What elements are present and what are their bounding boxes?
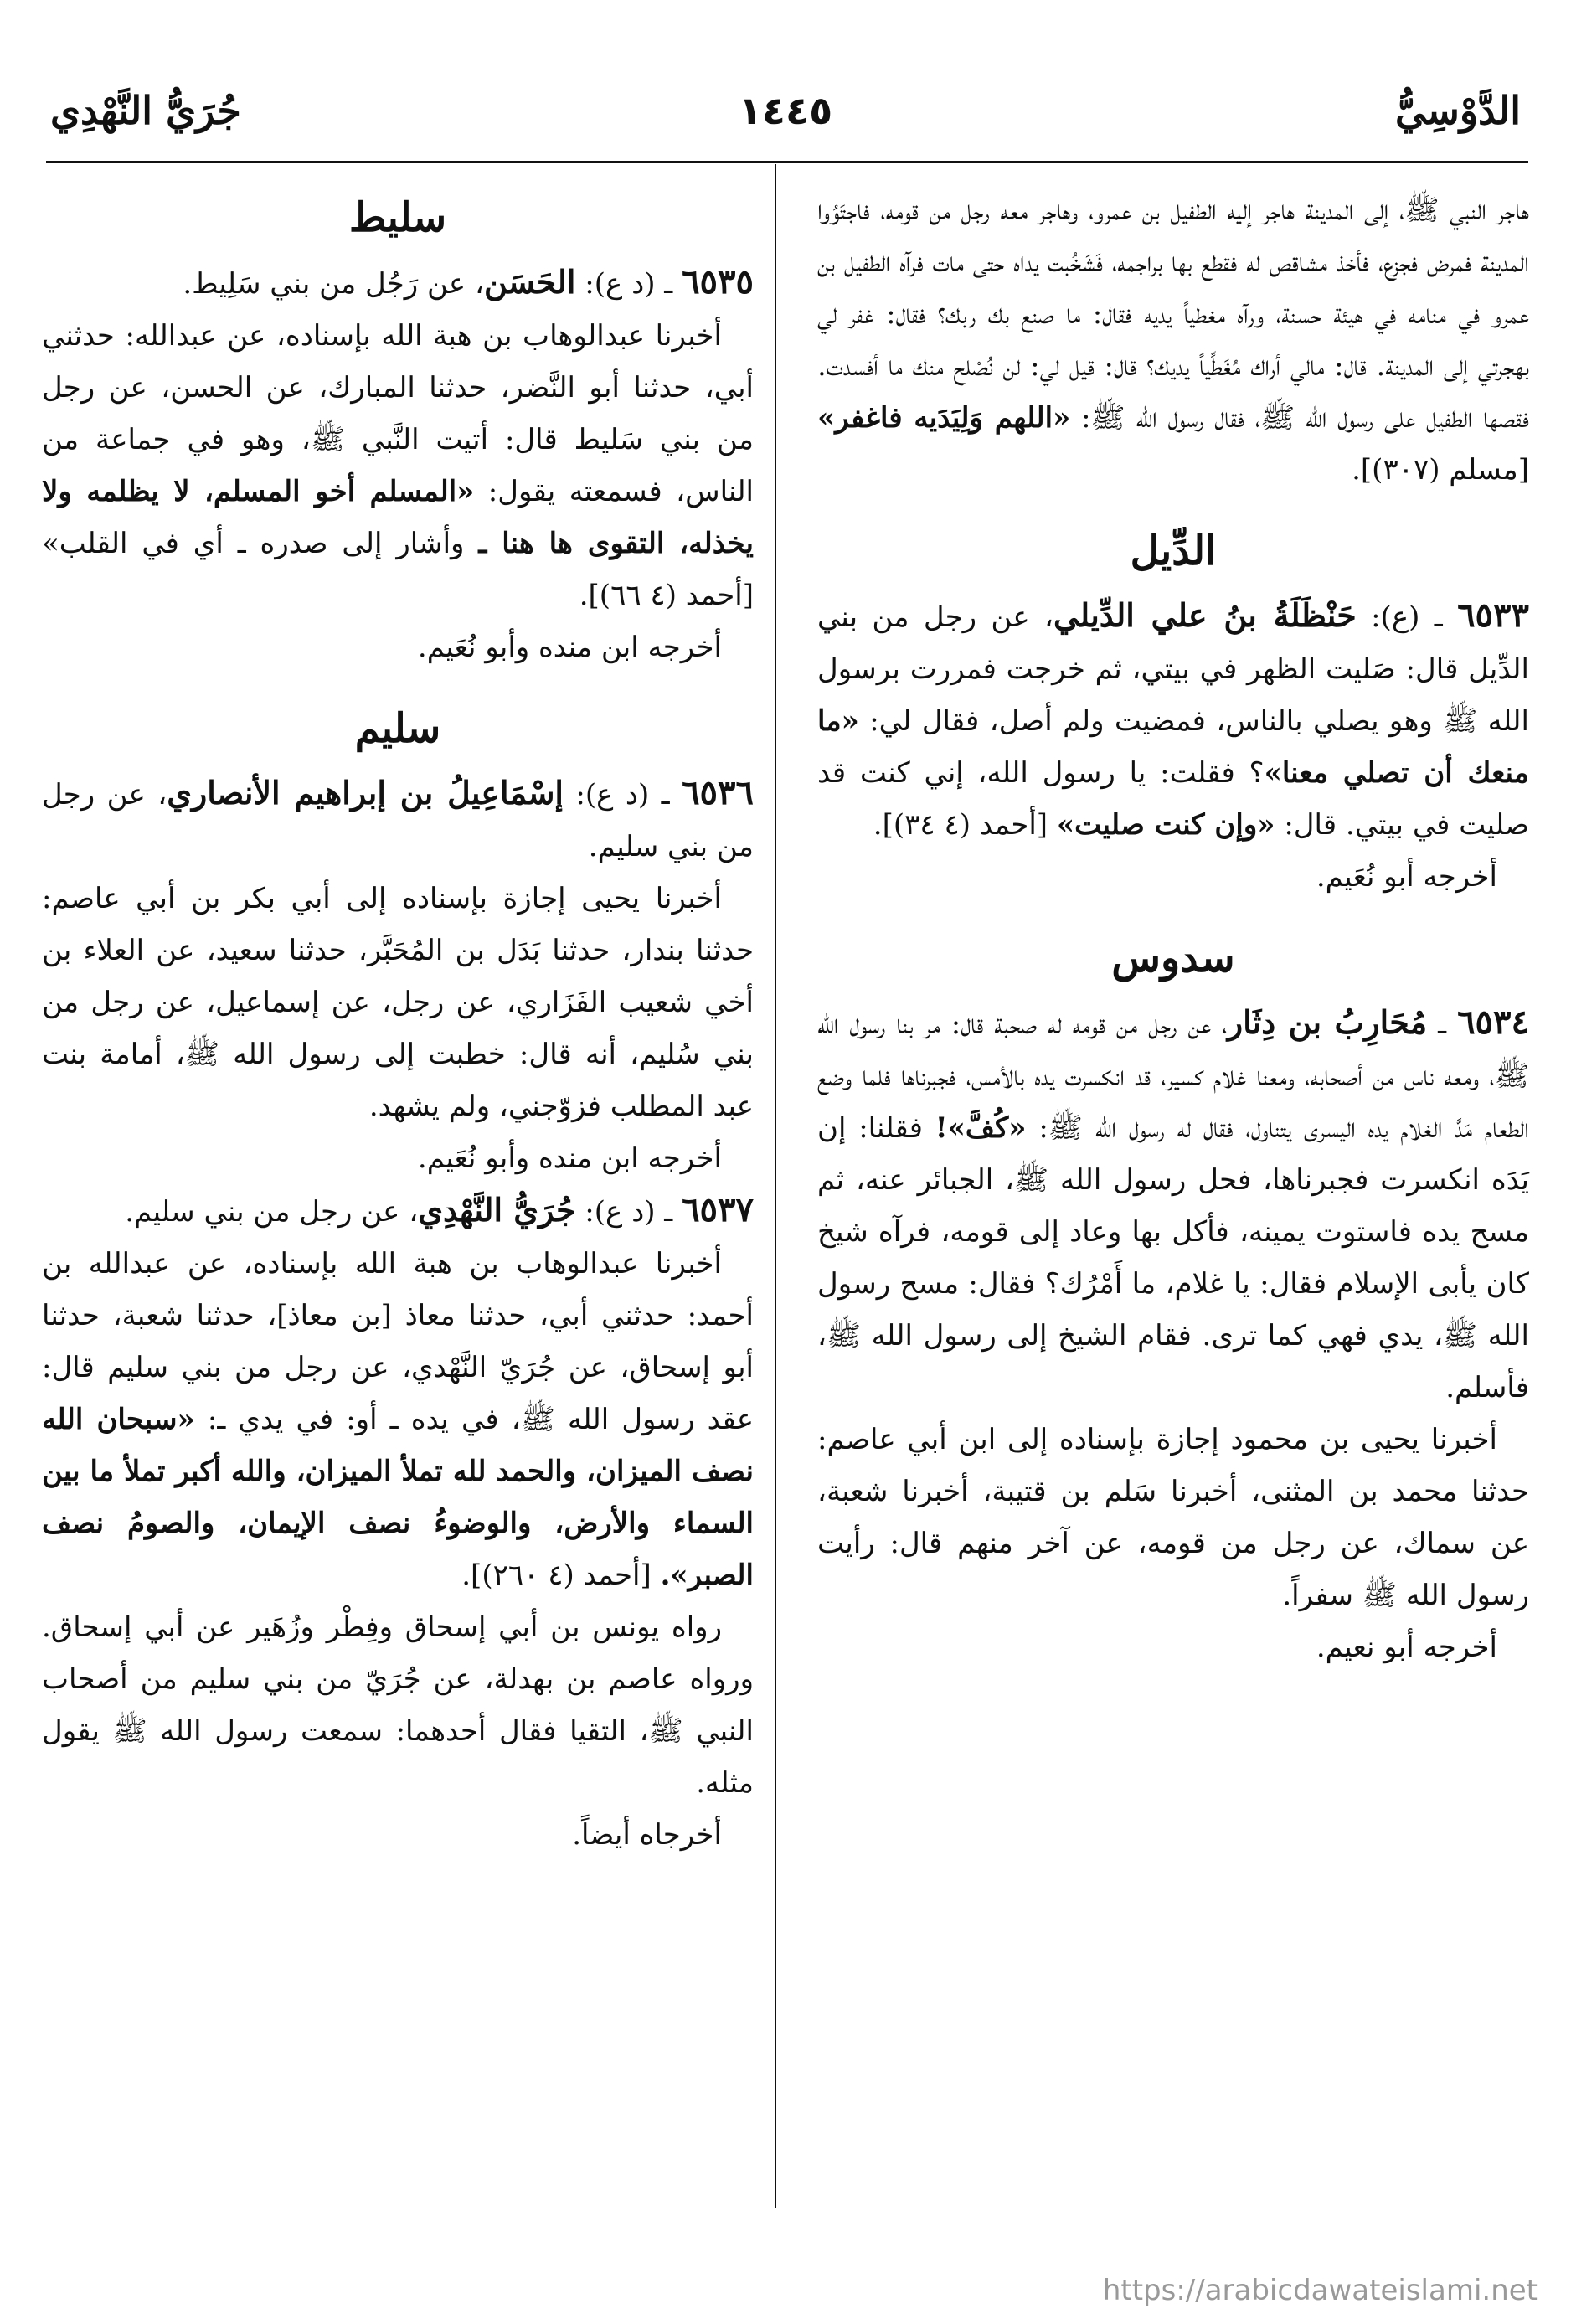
section-title: سدوس: [1111, 935, 1235, 982]
takhrij: أخرجه ابن منده وأبو نُعَيم.: [417, 631, 722, 664]
takhrij: أخرجه أبو نعيم.: [1316, 1631, 1497, 1664]
isnad-paragraph: أخبرنا يحيى بن محمود إجازة بإسناده إلى ابن أبي عاصم: حدثنا محمد بن المثنى، أخبرنا سَلم بن قتيبة، أخبرنا شعبة، عن سماك، عن رجل من قومه، عن آخر منهم قال: رأيت رسول الله ﷺ سفراً.: [817, 1423, 1529, 1612]
paragraph: هاجر النبي ﷺ، إلى المدينة هاجر إليه الطفيل بن عمرو، وهاجر معه رجل من قومه، فاجتَوُوا المدينة فمرض فجزع، فأخذ مشاقص له فقطع بها براجمه، فَشَخُبت يداه حتى مات فرآه الطفيل بن عمرو في منامه في هيئة حسنة، ورآه مغطياً يديه فقال: ما صنع بك ربك؟ فقال: غفر لي بهجرتي إلى المدينة. قال: مالي أراك مُغَطِّياً يديك؟ قال: قيل لي: لن نُصْلح منك ما أفسدت. فقصها الطفيل على رسول الله ﷺ، فقال رسول الله ﷺ: «اللهم وَلِيَدَيه فاغفر» [مسلم (٣٠٧)].: [817, 193, 1529, 487]
entry-6536: ٦٥٣٦ ـ (د ع): إسْمَاعِيلُ بن إبراهيم الأنصاري، عن رجل من بني سليم.: [42, 773, 754, 863]
entry-number: ٦٥٣٦: [682, 773, 754, 812]
entry-6534: ٦٥٣٤ ـ مُحَارِبُ بن دِثَار، عن رجل من قومه له صحبة قال: مر بنا رسول الله ﷺ، ومعه ناس من أصحابه، ومعنا غلام كسير، قد انكسرت يده بالأمس، فجبرناها فلما وضع الطعام مَدَّ الغلام يده اليسرى يتناول، فقال له رسول الله ﷺ: «كُفَّ»! فقلنا: إن يَدَه انكسرت فجبرناها، فحل رسول الله ﷺ، الجبائر عنه، ثم مسح يده فاستوت يمينه، فأكل بها وعاد إلى قومه، فرآه شيخ كان يأبى الإسلام فقال: يا غلام، ما أَمْرُك؟ فقال: مسح رسول الله ﷺ، يدي فهي كما ترى. فقام الشيخ إلى رسول الله ﷺ، فأسلم.: [817, 1002, 1530, 1404]
hadith-quote: «كُفَّ»!: [935, 1111, 1027, 1145]
page-header: [42, 88, 1529, 147]
entry-6533: ٦٥٣٣ ـ (ع): حَنْظَلَةُ بنُ علي الدِّيلي، عن رجل من بني الدِّيل قال: صَليت الظهر في بيتي، ثم خرجت فمررت برسول الله ﷺ وهو يصلي بالناس، فمضيت ولم أصل، فقال لي: «ما منعك أن تصلي معنا»؟ فقلت: يا رسول الله، إني كنت قد صليت في بيتي. قال: «وإن كنت صليت» [أحمد (٤ ٣٤)].: [817, 595, 1529, 842]
hadith-quote: «سبحان الله نصف الميزان، والحمد لله تملأ الميزان، والله أكبر تملأ ما بين السماء والأرض، والوضوءُ نصف الإيمان، والصومُ نصف الصبر».: [42, 1403, 754, 1592]
isnad-paragraph: أخبرنا عبدالوهاب بن هبة الله بإسناده، عن عبدالله بن أحمد: حدثني أبي، حدثنا معاذ [بن معاذ]، حدثنا شعبة، حدثنا أبو إسحاق، عن جُرَيّ النَّهْدي، عن رجل من بني سليم قال: عقد رسول الله ﷺ، في يده ـ أو: في يدي ـ: «سبحان الله نصف الميزان، والحمد لله تملأ الميزان، والله أكبر تملأ ما بين السماء والأرض، والوضوءُ نصف الإيمان، والصومُ نصف الصبر». [أحمد (٤ ٢٦٠)].: [42, 1247, 754, 1592]
entry-6537: ٦٥٣٧ ـ (د ع): جُرَيُّ النَّهْدِي، عن رجل من بني سليم.: [125, 1190, 754, 1229]
header-left-title: جُرَيُّ النَّهْدِي: [50, 88, 241, 133]
right-column: [817, 184, 1529, 1673]
reference: [مسلم (٣٠٧)].: [1352, 453, 1529, 487]
reference: [أحمد (٤ ٢٦٠)].: [461, 1559, 652, 1592]
takhrij: أخرجاه أيضاً.: [572, 1818, 722, 1852]
isnad-paragraph: أخبرنا يحيى إجازة بإسناده إلى أبي بكر بن أبي عاصم: حدثنا بندار، حدثنا بَدَل بن المُحَبَّر، حدثنا سعيد، عن العلاء بن أخي شعيب الفَزَاري، عن رجل، عن إسماعيل، عن رجل من بني سُليم، أنه قال: خطبت إلى رسول الله ﷺ، أمامة بنت عبد المطلب فزوّجني، ولم يشهد.: [42, 882, 754, 1123]
hadith-quote: «وإن كنت صليت»: [1056, 808, 1275, 842]
reference: [أحمد (٤ ٦٦)].: [579, 579, 754, 612]
page-number: ١٤٤٥: [738, 88, 833, 133]
takhrij: أخرجه أبو نُعَيم.: [1316, 860, 1497, 894]
takhrij: أخرجه ابن منده وأبو نُعَيم.: [417, 1141, 722, 1175]
hadith-quote: «ما منعك أن تصلي معنا»: [817, 704, 1529, 790]
entry-6535: ٦٥٣٥ ـ (د ع): الحَسَن، عن رَجُل من بني سَلِيط.: [183, 262, 754, 301]
entry-number: ٦٥٣٣: [1457, 595, 1529, 635]
entry-number: ٦٥٣٤: [1457, 1002, 1529, 1042]
section-title: سليط: [348, 194, 447, 241]
entry-name: الحَسَن: [483, 263, 576, 301]
header-rule: [46, 161, 1528, 163]
entry-name: مُحَارِبُ بن دِثَار: [1227, 1003, 1428, 1041]
entry-number: ٦٥٣٧: [682, 1190, 754, 1229]
left-column: [42, 184, 754, 1861]
entry-name: جُرَيُّ النَّهْدِي: [418, 1191, 576, 1229]
entry-name: حَنْظَلَةُ بنُ علي الدِّيلي: [1053, 596, 1357, 634]
entry-number: ٦٥٣٥: [682, 262, 754, 301]
watermark-url: https://arabicdawateislami.net: [1102, 2274, 1538, 2307]
section-title: سليم: [354, 705, 441, 752]
hadith-quote: «اللهم وَلِيَدَيه فاغفر»: [817, 401, 1071, 435]
entry-name: إسْمَاعِيلُ بن إبراهيم الأنصاري: [167, 774, 564, 812]
section-title: الدِّيل: [1130, 528, 1217, 575]
note-paragraph: رواه يونس بن أبي إسحاق وفِطْر وزُهَير عن أبي إسحاق. ورواه عاصم بن بهدلة، عن جُرَيّ من بني سليم من أصحاب النبي ﷺ، التقيا فقال أحدهما: سمعت رسول الله ﷺ يقول مثله.: [42, 1610, 754, 1800]
hadith-quote: «المسلم أخو المسلم، لا يظلمه ولا يخذله، التقوى ها هنا ـ: [42, 475, 754, 560]
reference: [أحمد (٤ ٣٤)].: [873, 808, 1048, 842]
header-right-title: الدَّوْسِيُّ: [1394, 88, 1521, 133]
isnad-paragraph: أخبرنا عبدالوهاب بن هبة الله بإسناده، عن عبدالله: حدثني أبي، حدثنا أبو النَّضر، حدثنا المبارك، عن الحسن، عن رجل من بني سَليط قال: أتيت النَّبي ﷺ، وهو في جماعة من الناس، فسمعته يقول: «المسلم أخو المسلم، لا يظلمه ولا يخذله، التقوى ها هنا ـ وأشار إلى صدره ـ أي في القلب» [أحمد (٤ ٦٦)].: [42, 319, 754, 612]
column-divider: [775, 164, 776, 2208]
